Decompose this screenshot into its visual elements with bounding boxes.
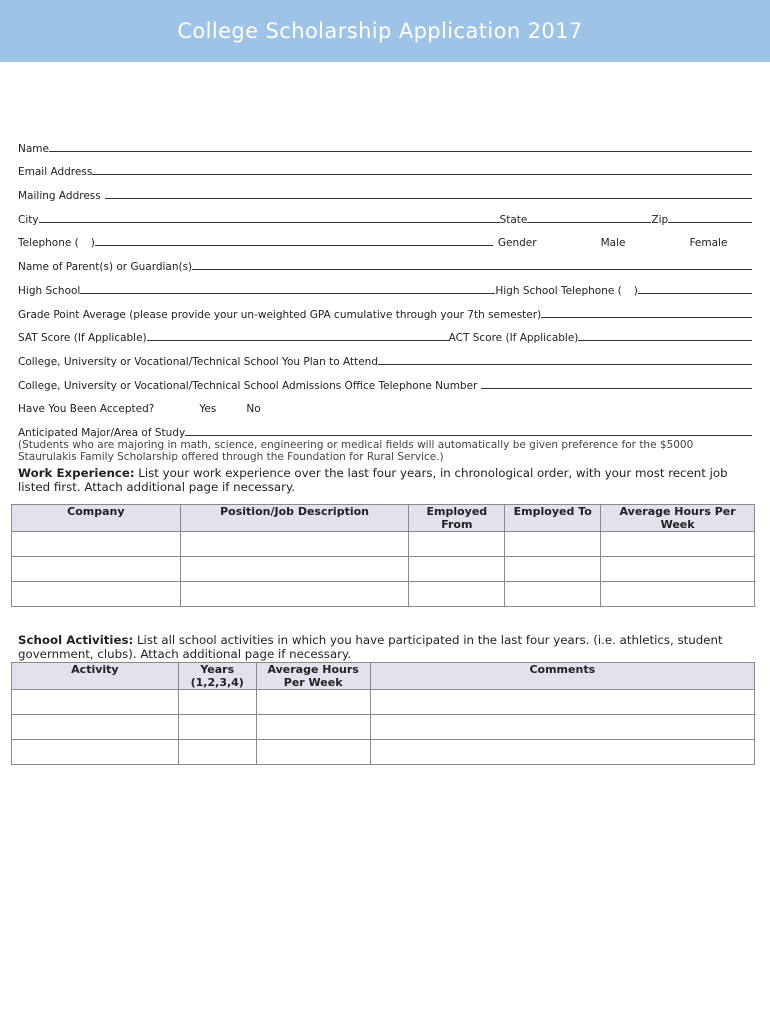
- work-cell[interactable]: [601, 582, 755, 607]
- work-cell[interactable]: [409, 532, 505, 557]
- activities-col-average-hours: Average Hours Per Week: [256, 663, 370, 690]
- work-cell[interactable]: [601, 557, 755, 582]
- gpa-label: Grade Point Average (please provide your un-weighted GPA cumulative through your 7th semester): [18, 308, 542, 321]
- mailing-label: Mailing Address: [18, 190, 101, 203]
- activity-cell[interactable]: [256, 715, 370, 740]
- work-col-employed-to: Employed To: [505, 505, 601, 532]
- work-cell[interactable]: [180, 582, 409, 607]
- activity-cell[interactable]: [178, 740, 256, 765]
- city-label: City: [18, 213, 39, 226]
- work-cell[interactable]: [409, 557, 505, 582]
- admissions-phone-row: [18, 368, 752, 392]
- college-row: [18, 344, 752, 368]
- activity-cell[interactable]: [178, 715, 256, 740]
- city-state-zip-row: [18, 202, 752, 226]
- work-cell[interactable]: [180, 557, 409, 582]
- admissions-phone-field[interactable]: [481, 388, 752, 389]
- parents-label: Name of Parent(s) or Guardian(s): [18, 261, 193, 274]
- parents-row: [18, 249, 752, 273]
- activity-cell[interactable]: [12, 690, 179, 715]
- activities-col-comments: Comments: [370, 663, 754, 690]
- telephone-label: Telephone (: [18, 237, 79, 250]
- accepted-label: Have You Been Accepted?: [18, 403, 155, 416]
- school-activities-text: List all school activities in which you have participated in the last four years. (i.e. athletics, student government, clubs). Attach additional page if necessary.: [18, 633, 723, 661]
- activity-cell[interactable]: [256, 690, 370, 715]
- activity-cell[interactable]: [370, 715, 754, 740]
- accepted-no-option[interactable]: No: [246, 403, 261, 416]
- name-row: [18, 131, 752, 155]
- applicant-fields: [18, 131, 752, 463]
- work-cell[interactable]: [505, 532, 601, 557]
- gender-label: Gender: [497, 237, 537, 250]
- telephone-field[interactable]: [95, 245, 493, 246]
- telephone-close-paren: ): [90, 237, 95, 250]
- work-col-average-hours: Average Hours Per Week: [601, 505, 755, 532]
- work-cell[interactable]: [505, 557, 601, 582]
- parents-field[interactable]: [192, 269, 752, 270]
- activity-cell[interactable]: [370, 690, 754, 715]
- high-school-row: [18, 273, 752, 297]
- activities-table-header: [12, 663, 755, 690]
- activities-col-years: Years (1,2,3,4): [178, 663, 256, 690]
- major-field[interactable]: [185, 435, 752, 436]
- major-note: (Students who are majoring in math, science, engineering or medical fields will automatically be given preference for the $5000 Staurulakis Family Scholarship offered through the Foundation for Rural Service.): [18, 438, 694, 463]
- sat-field[interactable]: [147, 340, 449, 341]
- work-cell[interactable]: [12, 582, 181, 607]
- work-col-position: Position/Job Description: [180, 505, 409, 532]
- high-school-label: High School: [18, 284, 81, 297]
- table-row: [12, 582, 755, 607]
- college-field[interactable]: [378, 364, 752, 365]
- major-label: Anticipated Major/Area of Study: [18, 426, 186, 439]
- hs-telephone-field[interactable]: [638, 293, 752, 294]
- table-row: [12, 690, 755, 715]
- table-row: [12, 532, 755, 557]
- name-field[interactable]: [49, 151, 752, 152]
- activities-col-activity: Activity: [12, 663, 179, 690]
- work-experience-intro: [18, 466, 758, 494]
- act-field[interactable]: [578, 340, 752, 341]
- work-experience-table: [11, 504, 755, 607]
- mailing-row: [18, 178, 752, 202]
- work-experience-heading: Work Experience:: [18, 466, 135, 480]
- table-row: [12, 740, 755, 765]
- header-banner: [0, 0, 770, 62]
- work-table-header: [12, 505, 755, 532]
- table-row: [12, 715, 755, 740]
- table-row: [12, 557, 755, 582]
- work-col-company: Company: [12, 505, 181, 532]
- sat-act-row: [18, 321, 752, 345]
- work-experience-text: List your work experience over the last four years, in chronological order, with your most recent job listed first. Attach additional page if necessary.: [18, 466, 728, 494]
- activity-cell[interactable]: [12, 715, 179, 740]
- school-activities-intro: [18, 633, 758, 661]
- hs-telephone-label: High School Telephone (: [495, 284, 622, 297]
- activity-cell[interactable]: [370, 740, 754, 765]
- admissions-phone-label: College, University or Vocational/Technical School Admissions Office Telephone Number: [18, 379, 478, 392]
- activity-cell[interactable]: [12, 740, 179, 765]
- major-row: [18, 415, 752, 439]
- city-field[interactable]: [39, 222, 500, 223]
- act-label: ACT Score (If Applicable): [448, 332, 579, 345]
- work-cell[interactable]: [12, 557, 181, 582]
- college-label: College, University or Vocational/Technical School You Plan to Attend: [18, 355, 378, 368]
- school-activities-table: [11, 662, 755, 765]
- name-label: Name: [18, 142, 49, 155]
- gender-male-option[interactable]: Male: [600, 237, 626, 250]
- work-cell[interactable]: [505, 582, 601, 607]
- state-field[interactable]: [527, 222, 651, 223]
- email-row: [18, 155, 752, 179]
- sat-label: SAT Score (If Applicable): [18, 332, 147, 345]
- activity-cell[interactable]: [256, 740, 370, 765]
- email-label: Email Address: [18, 166, 93, 179]
- accepted-yes-option[interactable]: Yes: [199, 403, 217, 416]
- hs-telephone-close-paren: ): [633, 284, 638, 297]
- accepted-row: [18, 392, 752, 416]
- work-cell[interactable]: [601, 532, 755, 557]
- email-field[interactable]: [92, 174, 752, 175]
- telephone-gender-row: [18, 226, 752, 250]
- work-cell[interactable]: [12, 532, 181, 557]
- high-school-field[interactable]: [80, 293, 495, 294]
- gpa-field[interactable]: [541, 317, 752, 318]
- zip-field[interactable]: [668, 222, 752, 223]
- work-cell[interactable]: [409, 582, 505, 607]
- activity-cell[interactable]: [178, 690, 256, 715]
- page-title: College Scholarship Application 2017: [177, 19, 583, 43]
- school-activities-heading: School Activities:: [18, 633, 134, 647]
- gender-female-option[interactable]: Female: [689, 237, 728, 250]
- state-label: State: [499, 213, 528, 226]
- work-col-employed-from: Employed From: [409, 505, 505, 532]
- gpa-row: [18, 297, 752, 321]
- work-cell[interactable]: [180, 532, 409, 557]
- zip-label: Zip: [651, 213, 669, 226]
- mailing-field[interactable]: [105, 198, 752, 199]
